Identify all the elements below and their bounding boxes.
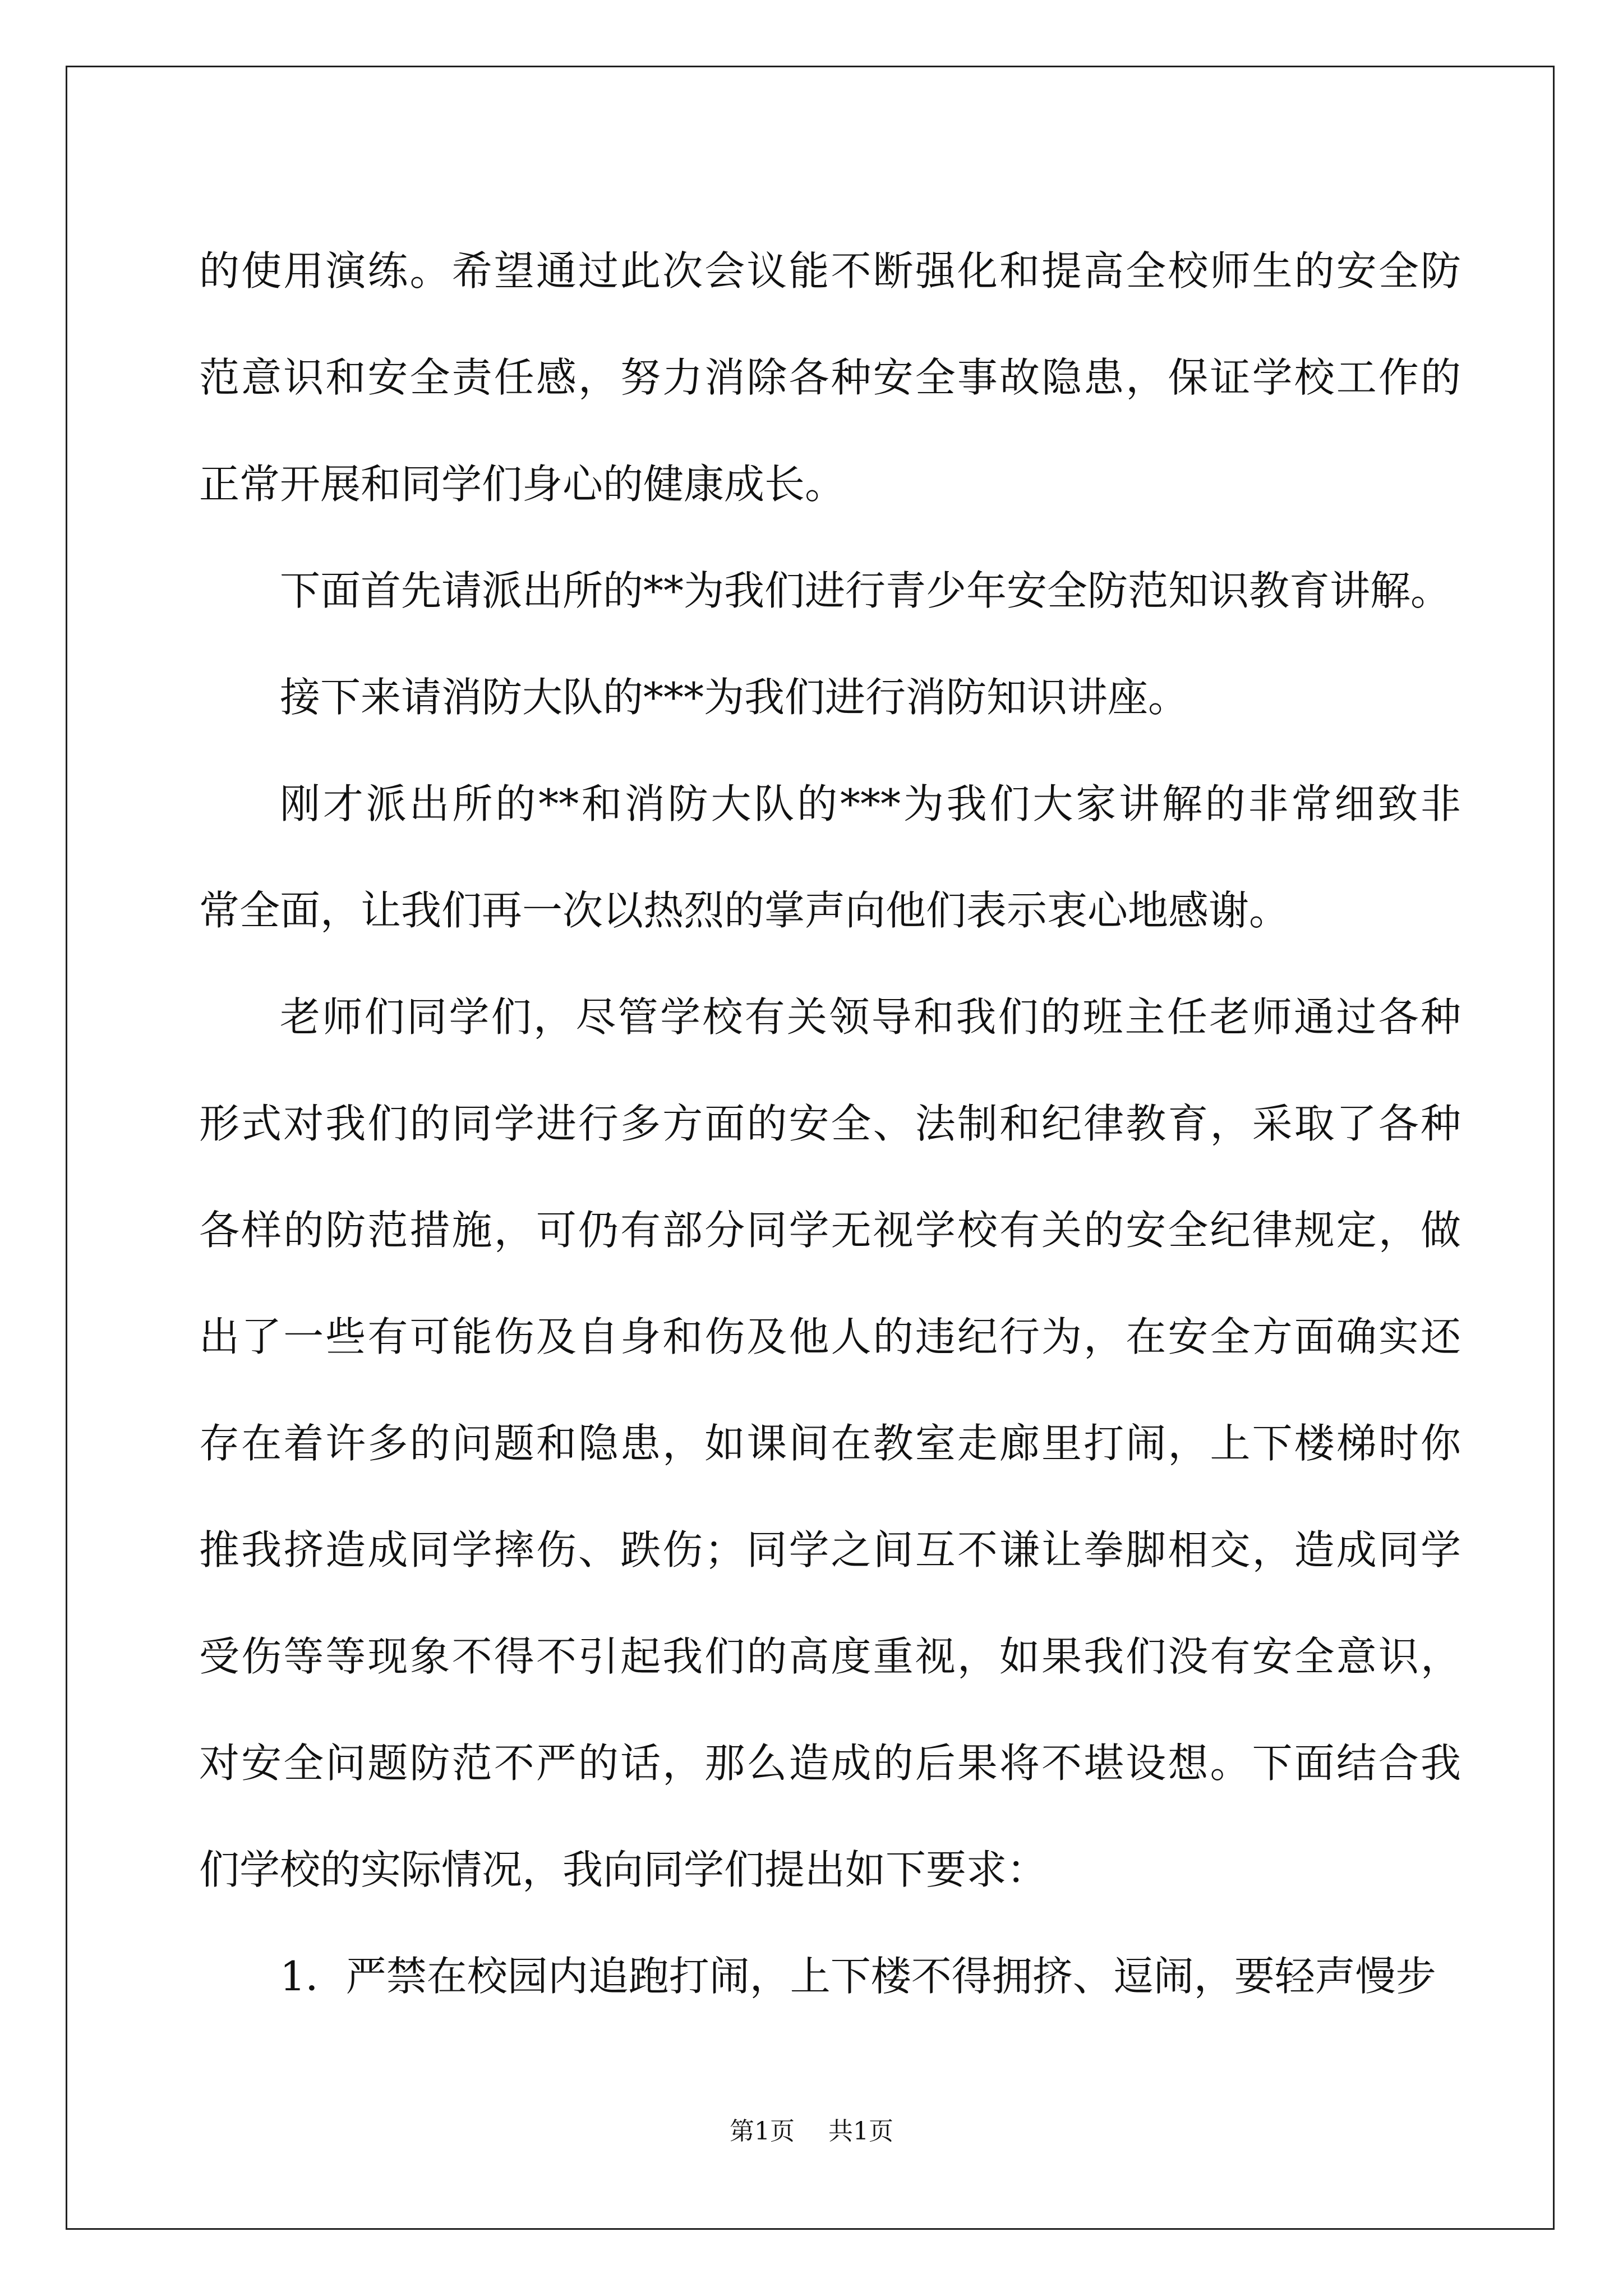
text-line: 形式对我们的同学进行多方面的安全、法制和纪律教育，采取了各种 <box>199 1100 1461 1147</box>
text-line: 们学校的实际情况，我向同学们提出如下要求： <box>199 1846 1048 1893</box>
document-body <box>199 218 1461 2030</box>
text-line: 正常开展和同学们身心的健康成长。 <box>199 461 846 508</box>
text-line: 对安全问题防范不严的话，那么造成的后果将不堪设想。下面结合我 <box>199 1740 1461 1787</box>
text-line: 出了一些有可能伤及自身和伤及他人的违纪行为，在安全方面确实还 <box>199 1313 1461 1360</box>
text-line: 推我挤造成同学摔伤、跌伤；同学之间互不谦让拳脚相交，造成同学 <box>199 1526 1461 1573</box>
page-number: 第1页 <box>730 2117 795 2146</box>
list-item-line: 1．严禁在校园内追跑打闹，上下楼不得拥挤、逗闹，要轻声慢步 <box>280 1953 1436 2000</box>
text-line: 受伤等等现象不得不引起我们的高度重视，如果我们没有安全意识， <box>199 1633 1461 1680</box>
paragraph-line: 接下来请消防大队的***为我们进行消防知识讲座。 <box>280 674 1189 721</box>
text-line: 范意识和安全责任感，努力消除各种安全事故隐患，保证学校工作的 <box>199 354 1461 401</box>
paragraph-line: 刚才派出所的**和消防大队的***为我们大家讲解的非常细致非 <box>280 780 1461 827</box>
text-line: 常全面，让我们再一次以热烈的掌声向他们表示衷心地感谢。 <box>199 887 1290 934</box>
text-line: 各样的防范措施，可仍有部分同学无视学校有关的安全纪律规定，做 <box>199 1207 1461 1254</box>
page-total: 共1页 <box>828 2117 893 2146</box>
page-footer <box>0 2115 1623 2148</box>
text-line: 的使用演练。希望通过此次会议能不断强化和提高全校师生的安全防 <box>199 247 1461 295</box>
text-line: 存在着许多的问题和隐患，如课间在教室走廊里打闹，上下楼梯时你 <box>199 1420 1461 1467</box>
paragraph-line: 老师们同学们，尽管学校有关领导和我们的班主任老师通过各种 <box>280 993 1461 1041</box>
paragraph-line: 下面首先请派出所的**为我们进行青少年安全防范知识教育讲解。 <box>280 567 1451 614</box>
